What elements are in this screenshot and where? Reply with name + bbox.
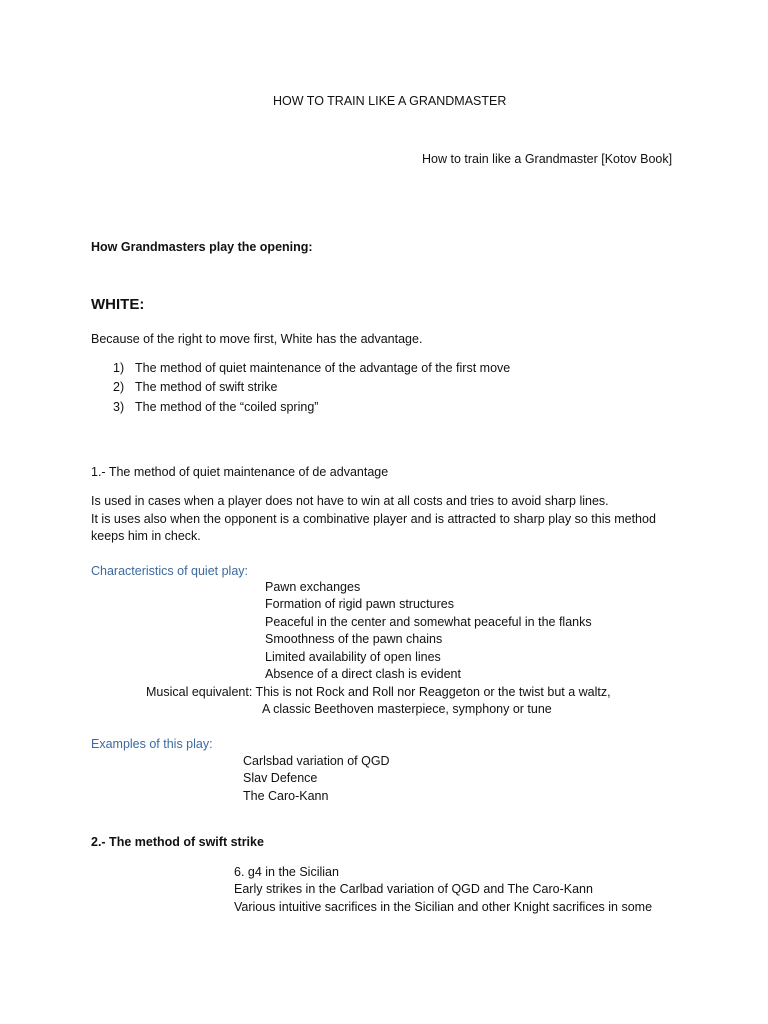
- characteristics-label: Characteristics of quiet play:: [91, 564, 249, 578]
- list-item: [113, 398, 673, 417]
- white-intro: Because of the right to move first, White has the advantage.: [91, 332, 423, 346]
- list-item: [113, 378, 673, 397]
- methods-list: [113, 359, 673, 417]
- list-item: The Caro-Kann: [243, 788, 329, 803]
- list-item: Smoothness of the pawn chains: [265, 632, 443, 647]
- white-heading: WHITE:: [91, 296, 145, 313]
- list-item: Formation of rigid pawn structures: [265, 597, 454, 612]
- examples-list: [243, 753, 390, 805]
- list-item-text: The method of the “coiled spring”: [135, 399, 319, 414]
- list-item: Various intuitive sacrifices in the Sicilian and other Knight sacrifices in some: [234, 899, 653, 914]
- list-item: Slav Defence: [243, 771, 318, 786]
- document-title: HOW TO TRAIN LIKE A GRANDMASTER: [273, 94, 507, 108]
- section2-heading: 2.- The method of swift strike: [91, 835, 264, 849]
- list-item: 6. g4 in the Sicilian: [234, 865, 339, 879]
- list-item-text: The method of swift strike: [135, 380, 278, 395]
- list-item: Carlsbad variation of QGD: [243, 754, 390, 768]
- section1-para-line: It is uses also when the opponent is a combinative player and is attracted to sharp play so this method: [91, 512, 656, 526]
- swift-strike-list: [234, 864, 652, 916]
- list-item: Pawn exchanges: [265, 580, 361, 594]
- musical-equivalent-line: A classic Beethoven masterpiece, symphony or tune: [262, 702, 552, 716]
- musical-equivalent-line: Musical equivalent: This is not Rock and Roll nor Reaggeton or the twist but a waltz,: [146, 685, 611, 699]
- source-reference: How to train like a Grandmaster [Kotov Book]: [422, 152, 673, 166]
- examples-label: Examples of this play:: [91, 737, 213, 751]
- list-item: [113, 359, 673, 378]
- list-item: Limited availability of open lines: [265, 649, 441, 664]
- list-item-text: The method of quiet maintenance of the advantage of the first move: [135, 361, 511, 375]
- section1-heading: 1.- The method of quiet maintenance of de advantage: [91, 465, 389, 479]
- list-item: Peaceful in the center and somewhat peaceful in the flanks: [265, 614, 592, 629]
- list-item-number: 3): [113, 399, 125, 414]
- list-item: Absence of a direct clash is evident: [265, 666, 461, 681]
- list-item-number: 2): [113, 380, 125, 395]
- opening-heading: How Grandmasters play the opening:: [91, 240, 313, 254]
- section1-para-line: Is used in cases when a player does not have to win at all costs and tries to avoid sharp lines.: [91, 494, 609, 508]
- list-item-number: 1): [113, 361, 125, 375]
- section1-para-line: keeps him in check.: [91, 529, 201, 543]
- list-item: Early strikes in the Carlbad variation of QGD and The Caro-Kann: [234, 882, 593, 897]
- characteristics-list: [265, 579, 592, 683]
